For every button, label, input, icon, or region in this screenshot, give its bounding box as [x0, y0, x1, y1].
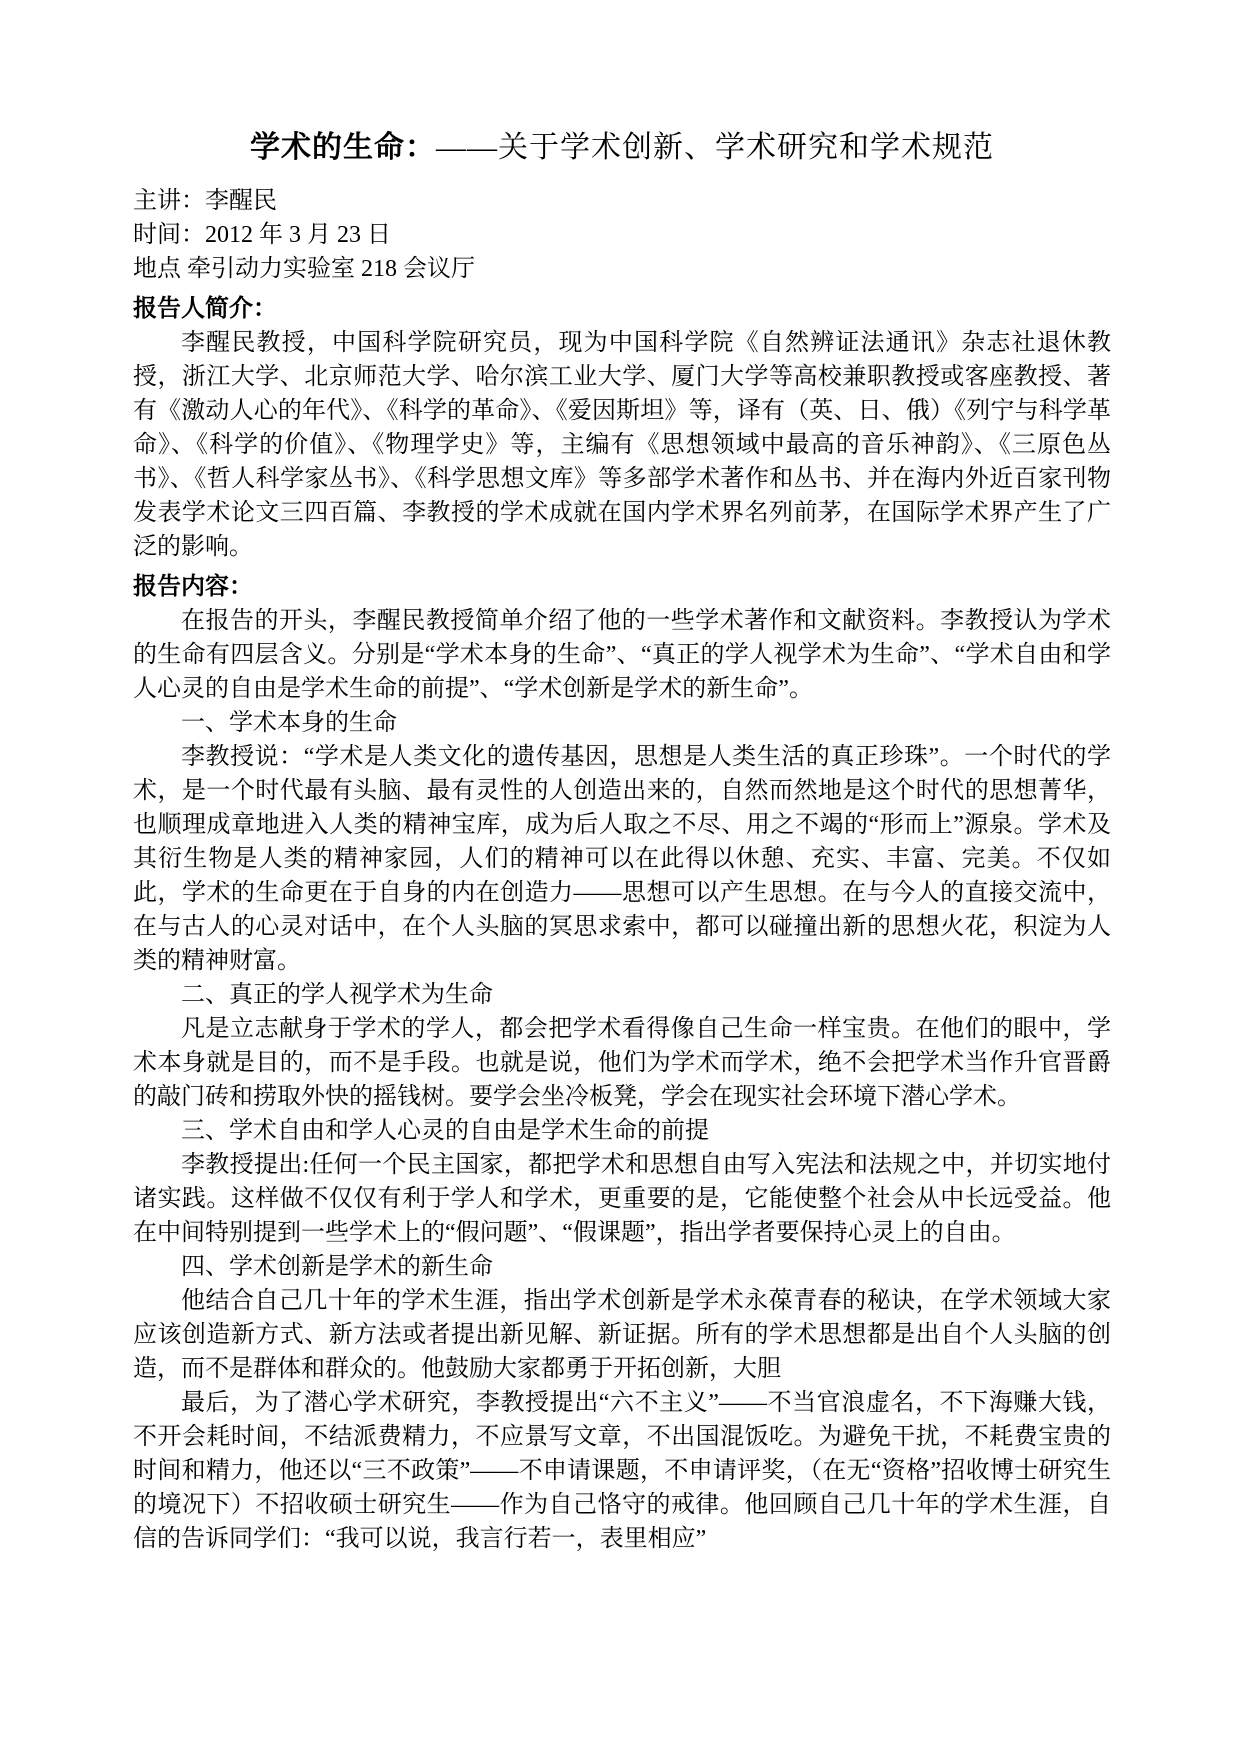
- paragraph-section-1: 李教授说：“学术是人类文化的遗传基因，思想是人类生活的真正珍珠”。一个时代的学术，是一个时代最有头脑、最有灵性的人创造出来的，自然而然地是这个时代的思想菁华，也顺理成章地进入人类的精神宝库，成为后人取之不尽、用之不竭的“形而上”源泉。学术及其衍生物是人类的精神家园，人们的精神可以在此得以休憩、充实、丰富、完美。不仅如此，学术的生命更在于自身的内在创造力——思想可以产生思想。在与今人的直接交流中，在与古人的心灵对话中，在个人头脑的冥思求索中，都可以碰撞出新的思想火花，积淀为人类的精神财富。: [133, 744, 1111, 974]
- heading-report-content: 报告内容：: [133, 574, 253, 600]
- paragraph-section-4: 他结合自己几十年的学术生涯，指出学术创新是学术永葆青春的秘诀，在学术领域大家应该创造新方式、新方法或者提出新见解、新证据。所有的学术思想都是出自个人头脑的创造，而不是群体和群众的。他鼓励大家都勇于开拓创新，大胆: [133, 1288, 1111, 1382]
- heading-speaker-intro: 报告人简介：: [133, 296, 277, 322]
- paragraph-section-2: 凡是立志献身于学术的学人，都会把学术看得像自己生命一样宝贵。在他们的眼中，学术本身就是目的，而不是手段。也就是说，他们为学术而学术，绝不会把学术当作升官晋爵的敲门砖和捞取外快的摇钱树。要学会坐冷板凳，学会在现实社会环境下潜心学术。: [133, 1016, 1111, 1110]
- subheading-section-1: 一、学术本身的生命: [181, 710, 397, 736]
- page-title: [133, 128, 1111, 168]
- meta-time: 时间：2012 年 3 月 23 日: [133, 222, 391, 248]
- paragraph-speaker-intro: 李醒民教授，中国科学院研究员，现为中国科学院《自然辨证法通讯》杂志社退休教授，浙江大学、北京师范大学、哈尔滨工业大学、厦门大学等高校兼职教授或客座教授、著有《激动人心的年代》、《科学的革命》、《爱因斯坦》等，译有（英、日、俄）《列宁与科学革命》、《科学的价值》、《物理学史》等，主编有《思想领域中最高的音乐神韵》、《三原色丛书》、《哲人科学家丛书》、《科学思想文库》等多部学术著作和丛书、并在海内外近百家刊物发表学术论文三四百篇、李教授的学术成就在国内学术界名列前茅，在国际学术界产生了广泛的影响。: [133, 330, 1111, 560]
- page-title-subtitle: ——关于学术创新、学术研究和学术规范: [436, 131, 994, 164]
- meta-location: 地点 牵引动力实验室 218 会议厅: [133, 256, 475, 282]
- subheading-section-2: 二、真正的学人视学术为生命: [181, 982, 493, 1008]
- paragraph-report-overview: 在报告的开头，李醒民教授简单介绍了他的一些学术著作和文献资料。李教授认为学术的生命有四层含义。分别是“学术本身的生命”、“真正的学人视学术为生命”、“学术自由和学人心灵的自由是学术生命的前提”、“学术创新是学术的新生命”。: [133, 608, 1111, 702]
- subheading-section-4: 四、学术创新是学术的新生命: [181, 1254, 493, 1280]
- paragraph-section-3: 李教授提出:任何一个民主国家，都把学术和思想自由写入宪法和法规之中，并切实地付诸实践。这样做不仅仅有利于学人和学术，更重要的是，它能使整个社会从中长远受益。他在中间特别提到一些学术上的“假问题”、“假课题”，指出学者要保持心灵上的自由。: [133, 1152, 1111, 1246]
- paragraph-conclusion: 最后，为了潜心学术研究，李教授提出“六不主义”——不当官浪虚名，不下海赚大钱，不开会耗时间，不结派费精力，不应景写文章，不出国混饭吃。为避免干扰，不耗费宝贵的时间和精力，他还以“三不政策”——不申请课题，不申请评奖，（在无“资格”招收博士研究生的境况下）不招收硕士研究生——作为自己恪守的戒律。他回顾自己几十年的学术生涯，自信的告诉同学们：“我可以说，我言行若一，表里相应”: [133, 1390, 1111, 1552]
- subheading-section-3: 三、学术自由和学人心灵的自由是学术生命的前提: [181, 1118, 709, 1144]
- meta-speaker: 主讲：李醒民: [133, 188, 277, 214]
- page-title-main: 学术的生命：: [250, 131, 436, 164]
